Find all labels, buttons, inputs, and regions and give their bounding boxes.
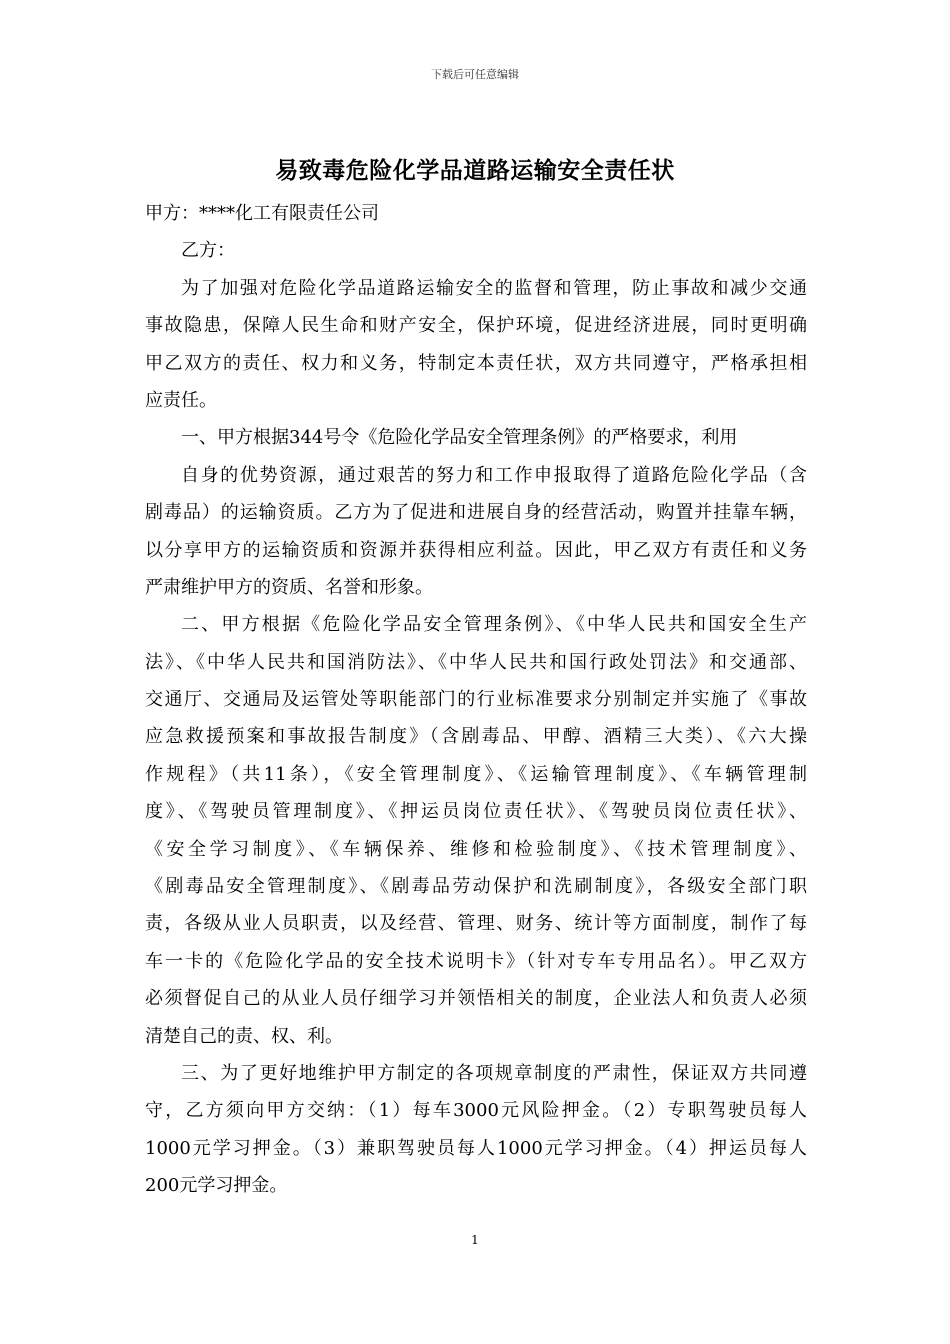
paragraph-line: 责，各级从业人员职责，以及经营、管理、财务、统计等方面制度，制作了每	[145, 913, 807, 935]
paragraph-line: 三、为了更好地维护甲方制定的各项规章制度的严肃性，保证双方共同遵	[181, 1062, 807, 1084]
paragraph-line: 应急救援预案和事故报告制度》（含剧毒品、甲醇、酒精三大类）、《六大操	[145, 726, 807, 748]
paragraph-line: 剧毒品）的运输资质。乙方为了促进和进展自身的经营活动，购置并挂靠车辆，	[145, 502, 807, 524]
paragraph-line: 自身的优势资源，通过艰苦的努力和工作申报取得了道路危险化学品（含	[181, 464, 807, 486]
paragraph-line: 甲乙双方的责任、权力和义务，特制定本责任状，双方共同遵守，严格承担相	[145, 352, 807, 374]
paragraph-line: 法》、《中华人民共和国消防法》、《中华人民共和国行政处罚法》和交通部、	[145, 651, 807, 673]
paragraph-line: 守，乙方须向甲方交纳：（1）每车3000元风险押金。（2）专职驾驶员每人	[145, 1100, 807, 1122]
paragraph-line: 以分享甲方的运输资质和资源并获得相应利益。因此，甲乙双方有责任和义务	[145, 539, 807, 561]
paragraph-line: 事故隐患，保障人民生命和财产安全，保护环境，促进经济进展，同时更明确	[145, 315, 807, 337]
paragraph-line: 《安全学习制度》、《车辆保养、维修和检验制度》、《技术管理制度》、	[145, 838, 807, 860]
paragraph-line: 清楚自己的责、权、利。	[145, 1025, 343, 1047]
document-body	[145, 195, 807, 1205]
paragraph-line: 一、甲方根据344号令《危险化学品安全管理条例》的严格要求，利用	[181, 427, 738, 449]
party-a-line: 甲方：****化工有限责任公司	[145, 203, 379, 224]
paragraph-line: 度》、《驾驶员管理制度》、《押运员岗位责任状》、《驾驶员岗位责任状》、	[145, 801, 807, 823]
paragraph-line: 1000元学习押金。（3）兼职驾驶员每人1000元学习押金。（4）押运员每人	[145, 1137, 807, 1159]
paragraph-line: 交通厅、交通局及运管处等职能部门的行业标准要求分别制定并实施了《事故	[145, 689, 807, 711]
paragraph-line: 作规程》（共11条），《安全管理制度》、《运输管理制度》、《车辆管理制	[145, 763, 807, 785]
paragraph-line: 《剧毒品安全管理制度》、《剧毒品劳动保护和洗刷制度》，各级安全部门职	[145, 876, 807, 898]
page-number: 1	[471, 1233, 479, 1247]
paragraph-line: 应责任。	[145, 389, 217, 411]
paragraph-line: 200元学习押金。	[145, 1175, 288, 1197]
paragraph-line: 必须督促自己的从业人员仔细学习并领悟相关的制度，企业法人和负责人必须	[145, 988, 807, 1010]
page-header-note: 下载后可任意编辑	[431, 68, 519, 81]
paragraph-line: 为了加强对危险化学品道路运输安全的监督和管理，防止事故和减少交通	[181, 277, 807, 299]
paragraph-line: 车一卡的《危险化学品的安全技术说明卡》（针对专车专用品名）。甲乙双方	[145, 950, 807, 972]
party-b-line: 乙方：	[181, 240, 235, 262]
document-title: 易致毒危险化学品道路运输安全责任状	[275, 158, 675, 184]
paragraph-line: 严肃维护甲方的资质、名誉和形象。	[145, 576, 433, 598]
paragraph-line: 二、甲方根据《危险化学品安全管理条例》、《中华人民共和国安全生产	[181, 614, 807, 636]
